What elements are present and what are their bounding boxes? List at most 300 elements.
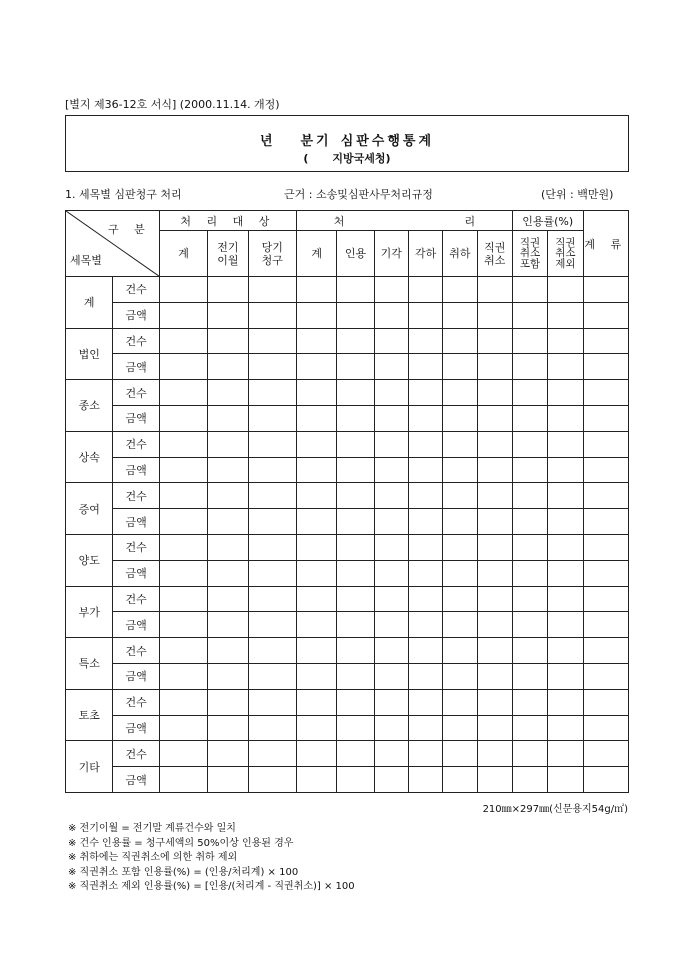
data-cell[interactable] <box>583 405 629 431</box>
data-cell[interactable] <box>408 509 442 535</box>
data-cell[interactable] <box>512 328 547 354</box>
data-cell[interactable] <box>208 302 248 328</box>
data-cell[interactable] <box>512 354 547 380</box>
data-cell[interactable] <box>159 767 207 793</box>
data-cell[interactable] <box>159 302 207 328</box>
data-cell[interactable] <box>477 302 512 328</box>
category-label: 부가 <box>66 586 113 638</box>
data-cell[interactable] <box>548 741 583 767</box>
data-cell[interactable] <box>408 612 442 638</box>
data-cell[interactable] <box>443 767 477 793</box>
row-type-label: 금액 <box>113 457 159 483</box>
category-label: 종소 <box>66 380 113 432</box>
data-cell[interactable] <box>477 638 512 664</box>
data-cell[interactable] <box>374 767 408 793</box>
data-cell[interactable] <box>337 405 374 431</box>
data-cell[interactable] <box>248 767 296 793</box>
data-cell[interactable] <box>296 560 336 586</box>
data-cell[interactable] <box>159 405 207 431</box>
data-cell[interactable] <box>159 560 207 586</box>
data-cell[interactable] <box>512 586 547 612</box>
data-cell[interactable] <box>337 302 374 328</box>
data-cell[interactable] <box>208 663 248 689</box>
data-cell[interactable] <box>583 483 629 509</box>
data-cell[interactable] <box>248 534 296 560</box>
table-row <box>66 586 629 612</box>
page-title <box>66 130 628 149</box>
data-cell[interactable] <box>374 612 408 638</box>
data-cell[interactable] <box>248 328 296 354</box>
data-cell[interactable] <box>296 767 336 793</box>
data-cell[interactable] <box>477 612 512 638</box>
data-cell[interactable] <box>159 741 207 767</box>
data-cell[interactable] <box>583 328 629 354</box>
data-cell[interactable] <box>583 689 629 715</box>
data-cell[interactable] <box>296 612 336 638</box>
data-cell[interactable] <box>477 483 512 509</box>
data-cell[interactable] <box>208 638 248 664</box>
data-cell[interactable] <box>159 509 207 535</box>
subheader-processing-3: 각하 <box>408 231 442 277</box>
data-cell[interactable] <box>477 586 512 612</box>
section-heading: 1. 세목별 심판청구 처리 <box>65 188 182 201</box>
data-cell[interactable] <box>296 328 336 354</box>
data-cell[interactable] <box>512 715 547 741</box>
data-cell[interactable] <box>548 380 583 406</box>
data-cell[interactable] <box>443 715 477 741</box>
data-cell[interactable] <box>408 586 442 612</box>
table-row <box>66 328 629 354</box>
data-cell[interactable] <box>443 586 477 612</box>
data-cell[interactable] <box>208 612 248 638</box>
data-cell[interactable] <box>548 638 583 664</box>
data-cell[interactable] <box>583 380 629 406</box>
table-row <box>66 741 629 767</box>
data-cell[interactable] <box>512 483 547 509</box>
data-cell[interactable] <box>374 457 408 483</box>
corner-header <box>66 211 160 277</box>
table-row <box>66 767 629 793</box>
table-row <box>66 560 629 586</box>
data-cell[interactable] <box>408 483 442 509</box>
category-label: 계 <box>66 277 113 329</box>
data-cell[interactable] <box>248 663 296 689</box>
data-cell[interactable] <box>512 431 547 457</box>
row-type-label: 건수 <box>113 586 159 612</box>
row-type-label: 건수 <box>113 689 159 715</box>
data-cell[interactable] <box>548 560 583 586</box>
data-cell[interactable] <box>374 277 408 303</box>
row-type-label: 건수 <box>113 483 159 509</box>
corner-top-label: 구 분 <box>108 223 151 236</box>
data-cell[interactable] <box>583 354 629 380</box>
data-cell[interactable] <box>337 483 374 509</box>
data-cell[interactable] <box>477 431 512 457</box>
data-cell[interactable] <box>548 663 583 689</box>
data-cell[interactable] <box>583 741 629 767</box>
data-cell[interactable] <box>583 302 629 328</box>
data-cell[interactable] <box>159 612 207 638</box>
data-cell[interactable] <box>159 431 207 457</box>
data-cell[interactable] <box>208 560 248 586</box>
data-cell[interactable] <box>248 612 296 638</box>
category-label: 특소 <box>66 638 113 690</box>
data-cell[interactable] <box>296 741 336 767</box>
data-cell[interactable] <box>374 741 408 767</box>
data-cell[interactable] <box>374 689 408 715</box>
data-cell[interactable] <box>159 457 207 483</box>
data-cell[interactable] <box>583 457 629 483</box>
row-type-label: 건수 <box>113 277 159 303</box>
subheader-processing-4: 취하 <box>443 231 477 277</box>
data-cell[interactable] <box>337 741 374 767</box>
data-cell[interactable] <box>296 457 336 483</box>
table-row <box>66 405 629 431</box>
title-quarter: 분기 <box>300 134 332 149</box>
data-cell[interactable] <box>408 663 442 689</box>
data-cell[interactable] <box>408 689 442 715</box>
data-cell[interactable] <box>477 277 512 303</box>
data-cell[interactable] <box>208 328 248 354</box>
data-cell[interactable] <box>408 328 442 354</box>
data-cell[interactable] <box>159 663 207 689</box>
data-cell[interactable] <box>477 560 512 586</box>
data-cell[interactable] <box>548 715 583 741</box>
data-cell[interactable] <box>512 380 547 406</box>
subheader-target-1: 전기 이월 <box>208 231 248 277</box>
data-cell[interactable] <box>248 483 296 509</box>
table-row <box>66 354 629 380</box>
data-cell[interactable] <box>248 638 296 664</box>
data-cell[interactable] <box>583 431 629 457</box>
data-cell[interactable] <box>408 354 442 380</box>
data-cell[interactable] <box>296 689 336 715</box>
data-cell[interactable] <box>408 405 442 431</box>
data-cell[interactable] <box>296 509 336 535</box>
data-cell[interactable] <box>208 586 248 612</box>
subtitle-open: ( <box>303 152 309 165</box>
data-cell[interactable] <box>477 534 512 560</box>
data-cell[interactable] <box>583 715 629 741</box>
data-cell[interactable] <box>477 457 512 483</box>
data-cell[interactable] <box>443 663 477 689</box>
data-cell[interactable] <box>512 405 547 431</box>
data-cell[interactable] <box>248 302 296 328</box>
group-processing-right: 리 <box>464 214 476 228</box>
data-cell[interactable] <box>208 405 248 431</box>
data-cell[interactable] <box>548 328 583 354</box>
data-cell[interactable] <box>512 663 547 689</box>
data-cell[interactable] <box>408 277 442 303</box>
statistics-table <box>65 210 629 793</box>
category-label: 토초 <box>66 689 113 741</box>
data-cell[interactable] <box>208 741 248 767</box>
data-cell[interactable] <box>296 715 336 741</box>
data-cell[interactable] <box>296 354 336 380</box>
table-row <box>66 483 629 509</box>
data-cell[interactable] <box>374 483 408 509</box>
form-label: [별지 제36-12호 서식] (2000.11.14. 개정) <box>65 98 280 111</box>
data-cell[interactable] <box>477 354 512 380</box>
data-cell[interactable] <box>443 560 477 586</box>
data-cell[interactable] <box>548 483 583 509</box>
data-cell[interactable] <box>548 767 583 793</box>
data-cell[interactable] <box>512 302 547 328</box>
data-cell[interactable] <box>208 534 248 560</box>
data-cell[interactable] <box>548 509 583 535</box>
data-cell[interactable] <box>248 560 296 586</box>
data-cell[interactable] <box>374 380 408 406</box>
data-cell[interactable] <box>374 715 408 741</box>
data-cell[interactable] <box>296 405 336 431</box>
data-cell[interactable] <box>337 663 374 689</box>
data-cell[interactable] <box>337 715 374 741</box>
data-cell[interactable] <box>208 354 248 380</box>
subheader-rate-1: 직권 취소 제외 <box>548 231 583 277</box>
data-cell[interactable] <box>296 380 336 406</box>
data-cell[interactable] <box>208 277 248 303</box>
data-cell[interactable] <box>477 715 512 741</box>
data-cell[interactable] <box>337 534 374 560</box>
data-cell[interactable] <box>583 767 629 793</box>
data-cell[interactable] <box>443 638 477 664</box>
table-row <box>66 380 629 406</box>
data-cell[interactable] <box>374 586 408 612</box>
subheader-target-0: 계 <box>159 231 207 277</box>
data-cell[interactable] <box>512 689 547 715</box>
data-cell[interactable] <box>548 457 583 483</box>
data-cell[interactable] <box>443 380 477 406</box>
data-cell[interactable] <box>248 586 296 612</box>
data-cell[interactable] <box>443 457 477 483</box>
data-cell[interactable] <box>374 328 408 354</box>
data-cell[interactable] <box>477 689 512 715</box>
data-cell[interactable] <box>296 663 336 689</box>
section-basis: 근거 : 소송및심판사무처리규정 <box>284 188 433 201</box>
data-cell[interactable] <box>477 741 512 767</box>
note-line: ※ 취하에는 직권취소에 의한 취하 제외 <box>68 852 238 864</box>
note-line: ※ 직권취소 제외 인용률(%) = [인용/(처리계 - 직권취소)] × 100 <box>68 881 355 893</box>
data-cell[interactable] <box>548 689 583 715</box>
data-cell[interactable] <box>208 689 248 715</box>
data-cell[interactable] <box>512 509 547 535</box>
subheader-processing-5: 직권 취소 <box>477 231 512 277</box>
data-cell[interactable] <box>408 302 442 328</box>
data-cell[interactable] <box>248 277 296 303</box>
data-cell[interactable] <box>374 431 408 457</box>
data-cell[interactable] <box>408 431 442 457</box>
data-cell[interactable] <box>374 354 408 380</box>
data-cell[interactable] <box>374 509 408 535</box>
data-cell[interactable] <box>408 534 442 560</box>
data-cell[interactable] <box>374 534 408 560</box>
data-cell[interactable] <box>337 638 374 664</box>
data-cell[interactable] <box>337 586 374 612</box>
data-cell[interactable] <box>337 560 374 586</box>
table-row <box>66 612 629 638</box>
data-cell[interactable] <box>548 431 583 457</box>
data-cell[interactable] <box>296 586 336 612</box>
data-cell[interactable] <box>337 689 374 715</box>
data-cell[interactable] <box>477 509 512 535</box>
data-cell[interactable] <box>248 457 296 483</box>
subheader-processing-0: 계 <box>296 231 336 277</box>
table-row <box>66 277 629 303</box>
data-cell[interactable] <box>159 277 207 303</box>
group-processing-left: 처 <box>333 214 345 228</box>
data-cell[interactable] <box>337 612 374 638</box>
data-cell[interactable] <box>548 354 583 380</box>
data-cell[interactable] <box>159 586 207 612</box>
data-cell[interactable] <box>512 457 547 483</box>
data-cell[interactable] <box>208 509 248 535</box>
data-cell[interactable] <box>443 483 477 509</box>
data-cell[interactable] <box>477 405 512 431</box>
data-cell[interactable] <box>248 509 296 535</box>
data-cell[interactable] <box>583 663 629 689</box>
data-cell[interactable] <box>408 560 442 586</box>
data-cell[interactable] <box>583 277 629 303</box>
data-cell[interactable] <box>548 612 583 638</box>
data-cell[interactable] <box>337 354 374 380</box>
data-cell[interactable] <box>296 277 336 303</box>
data-cell[interactable] <box>512 560 547 586</box>
data-cell[interactable] <box>477 767 512 793</box>
data-cell[interactable] <box>548 277 583 303</box>
data-cell[interactable] <box>583 612 629 638</box>
data-cell[interactable] <box>208 483 248 509</box>
data-cell[interactable] <box>512 741 547 767</box>
header-pending: 계 류 <box>583 211 629 277</box>
data-cell[interactable] <box>512 767 547 793</box>
row-type-label: 금액 <box>113 663 159 689</box>
data-cell[interactable] <box>548 534 583 560</box>
category-label: 상속 <box>66 431 113 483</box>
data-cell[interactable] <box>159 483 207 509</box>
data-cell[interactable] <box>337 767 374 793</box>
data-cell[interactable] <box>159 715 207 741</box>
data-cell[interactable] <box>296 638 336 664</box>
data-cell[interactable] <box>159 354 207 380</box>
data-cell[interactable] <box>583 534 629 560</box>
row-type-label: 금액 <box>113 509 159 535</box>
data-cell[interactable] <box>443 741 477 767</box>
data-cell[interactable] <box>512 277 547 303</box>
table-row <box>66 431 629 457</box>
row-type-label: 금액 <box>113 715 159 741</box>
data-cell[interactable] <box>208 715 248 741</box>
data-cell[interactable] <box>374 405 408 431</box>
data-cell[interactable] <box>159 328 207 354</box>
data-cell[interactable] <box>443 431 477 457</box>
title-main: 심판수행통계 <box>340 134 435 149</box>
data-cell[interactable] <box>512 638 547 664</box>
data-cell[interactable] <box>443 689 477 715</box>
data-cell[interactable] <box>408 715 442 741</box>
data-cell[interactable] <box>408 741 442 767</box>
data-cell[interactable] <box>208 457 248 483</box>
data-cell[interactable] <box>443 302 477 328</box>
data-cell[interactable] <box>408 380 442 406</box>
data-cell[interactable] <box>477 380 512 406</box>
data-cell[interactable] <box>337 328 374 354</box>
data-cell[interactable] <box>408 638 442 664</box>
data-cell[interactable] <box>337 457 374 483</box>
data-cell[interactable] <box>512 612 547 638</box>
data-cell[interactable] <box>443 612 477 638</box>
data-cell[interactable] <box>374 560 408 586</box>
data-cell[interactable] <box>248 689 296 715</box>
data-cell[interactable] <box>159 380 207 406</box>
note-line: ※ 건수 인용률 = 청구세액의 50%이상 인용된 경우 <box>68 837 294 849</box>
data-cell[interactable] <box>477 663 512 689</box>
row-type-label: 금액 <box>113 612 159 638</box>
category-label: 증여 <box>66 483 113 535</box>
data-cell[interactable] <box>408 457 442 483</box>
data-cell[interactable] <box>337 380 374 406</box>
data-cell[interactable] <box>248 431 296 457</box>
note-line: ※ 전기이월 = 전기말 계류건수와 일치 <box>68 823 236 834</box>
data-cell[interactable] <box>443 277 477 303</box>
corner-bottom-label: 세목별 <box>70 254 102 267</box>
data-cell[interactable] <box>159 638 207 664</box>
data-cell[interactable] <box>208 431 248 457</box>
data-cell[interactable] <box>443 354 477 380</box>
data-cell[interactable] <box>374 638 408 664</box>
data-cell[interactable] <box>583 638 629 664</box>
data-cell[interactable] <box>208 380 248 406</box>
data-cell[interactable] <box>296 302 336 328</box>
data-cell[interactable] <box>583 560 629 586</box>
row-type-label: 건수 <box>113 638 159 664</box>
data-cell[interactable] <box>337 431 374 457</box>
data-cell[interactable] <box>248 380 296 406</box>
note-line: ※ 직권취소 포함 인용률(%) = (인용/처리계) × 100 <box>68 866 299 878</box>
data-cell[interactable] <box>443 405 477 431</box>
data-cell[interactable] <box>374 302 408 328</box>
data-cell[interactable] <box>443 534 477 560</box>
data-cell[interactable] <box>248 405 296 431</box>
data-cell[interactable] <box>548 302 583 328</box>
data-cell[interactable] <box>374 663 408 689</box>
data-cell[interactable] <box>248 715 296 741</box>
data-cell[interactable] <box>583 586 629 612</box>
data-cell[interactable] <box>548 586 583 612</box>
data-cell[interactable] <box>443 328 477 354</box>
row-type-label: 금액 <box>113 560 159 586</box>
table-row <box>66 663 629 689</box>
data-cell[interactable] <box>548 405 583 431</box>
data-cell[interactable] <box>296 483 336 509</box>
page-subtitle <box>66 150 628 166</box>
data-cell[interactable] <box>248 741 296 767</box>
data-cell[interactable] <box>208 767 248 793</box>
data-cell[interactable] <box>337 509 374 535</box>
data-cell[interactable] <box>159 689 207 715</box>
row-type-label: 금액 <box>113 302 159 328</box>
data-cell[interactable] <box>408 767 442 793</box>
data-cell[interactable] <box>296 534 336 560</box>
data-cell[interactable] <box>512 534 547 560</box>
data-cell[interactable] <box>248 354 296 380</box>
data-cell[interactable] <box>159 534 207 560</box>
data-cell[interactable] <box>443 509 477 535</box>
data-cell[interactable] <box>337 277 374 303</box>
row-type-label: 금액 <box>113 405 159 431</box>
data-cell[interactable] <box>296 431 336 457</box>
data-cell[interactable] <box>477 328 512 354</box>
data-cell[interactable] <box>583 509 629 535</box>
